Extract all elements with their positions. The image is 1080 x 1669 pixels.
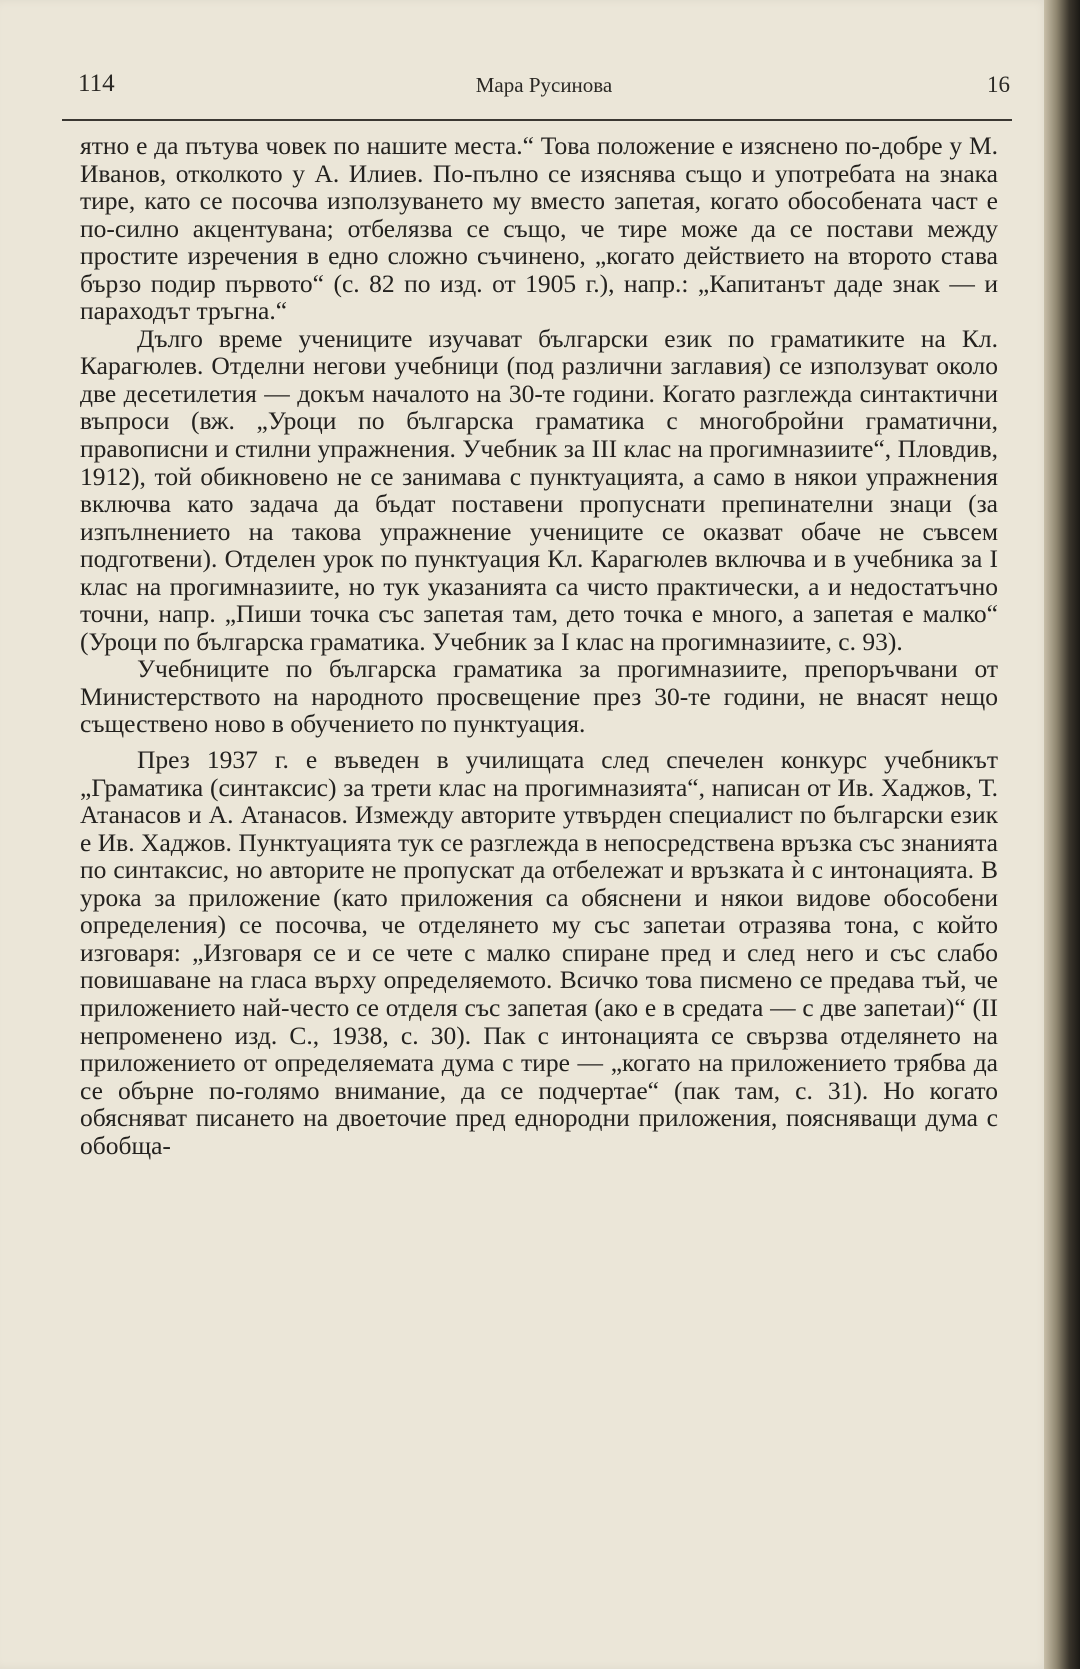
sheet-mark: 16 <box>987 72 1010 97</box>
paragraph: Учебниците по българска граматика за прогимназиите, препоръчвани от Министерството на народното просвещение през 30-те години, не внасят нещо съществено ново в обучението по пунктуация. <box>80 654 998 739</box>
paragraph: ятно е да пътува човек по нашите места.“ Това положение е изяснено по-добре у М. Иванов, отколкото у А. Илиев. По-пълно се изяснява също и употребата на знака тире, като се посочва използуването му вместо запетая, когато обособената част е по-силно акцентувана; отбелязва се също, че тире може да се постави между простите изречения в едно сложно съчинено, „когато действието на второто става бързо подир първото“ (с. 82 по изд. от 1905 г.), напр.: „Капитанът даде знак — и параходът тръгна.“ <box>80 131 998 326</box>
header-rule <box>62 119 1012 121</box>
page-number: 114 <box>78 70 115 97</box>
paragraph: Дълго време учениците изучават български език по граматиките на Кл. Карагюлев. Отделни негови учебници (под различни заглавия) се използуват около две десетилетия — докъм началото на 30-те години. Когато разглежда синтактични въпроси (вж. „Уроци по българска граматика с многобройни граматични, правописни и стилни упражнения. Учебник за III клас на прогимназиите“, Пловдив, 1912), той обикновено не се занимава с пунктуацията, а само в някои упражнения включва като задача да бъдат поставени пропуснати препинателни знаци (за изпълнението на такова упражнение учениците се оказват обаче не съвсем подготвени). Отделен урок по пунктуация Кл. Карагюлев включва и в учебника за I клас на прогимназиите, но тук указанията са чисто практически, а и недостатъчно точни, напр. „Пиши точка със запетая там, дето точка е много, а запетая е малко“ (Уроци по българска граматика. Учебник за I клас на прогимназиите, с. 93). <box>80 323 998 656</box>
running-head: Мара Русинова <box>475 73 613 97</box>
paragraph: През 1937 г. е въведен в училищата след спечелен конкурс учебникът „Граматика (синтаксис) за трети клас на прогимназията“, написан от Ив. Хаджов, Т. Атанасов и А. Атанасов. Измежду авторите утвърден специалист по български език е Ив. Хаджов. Пунктуацията тук се разглежда в непосредствена връзка със знанията по синтаксис, но авторите не пропускат да отбележат и връзката ѝ с интонацията. В урока за приложение (като приложения са обяснени и някои видове обособени определения) се посочва, че отделянето му със запетаи отразява тона, с който изговаря: „Изговаря се и се чете с малко спиране пред и след него и със слабо повишаване на гласа върху определяемото. Всичко това писмено се предава тъй, че приложението най-често се отделя със запетая (ако е в средата — с две запетаи)“ (II непроменено изд. С., 1938, с. 30). Пак с интонацията се свързва отделянето на приложението от определяемата дума с тире — „когато на приложението трябва да се обърне по-голямо внимание, да се подчертае“ (пак там, с. 31). Но когато обясняват писането на двоеточие пред еднородни приложения, поясняващи дума с обобща- <box>80 745 998 1160</box>
body-text <box>80 132 998 1159</box>
page-header <box>78 70 1010 110</box>
book-spine <box>1044 0 1080 1669</box>
